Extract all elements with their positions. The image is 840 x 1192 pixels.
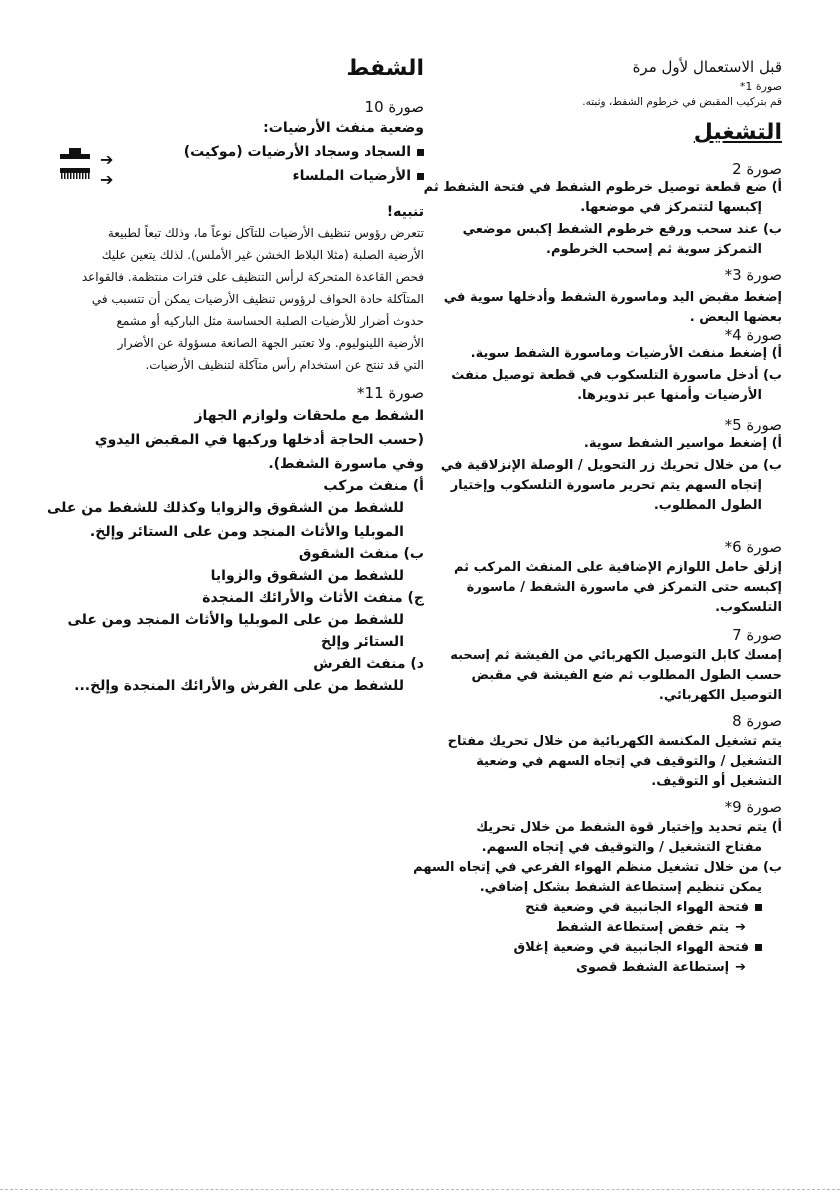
step-text: التشغيل / والتوقيف في إتجاه السهم في وضعية xyxy=(476,754,782,769)
arrow-icon: ➔ xyxy=(100,150,114,169)
bullet-square-icon xyxy=(755,904,762,911)
step-text: إضغط مقبض اليد وماسورة الشفط وأدخلها سوية في xyxy=(443,290,782,305)
figure-label: صورة 1* xyxy=(739,80,782,93)
step-text: أ) إضغط منفث الأرضيات وماسورة الشفط سوية. xyxy=(470,346,782,361)
step-text: مفتاح التشغيل / والتوقيف في إتجاه السهم. xyxy=(481,840,762,855)
warning-text: الأرضية الصلبة (مثلا البلاط الخشن غير الأملس). لذلك يتعين عليك xyxy=(101,248,424,262)
step-text: أ) إضغط مواسير الشفط سوية. xyxy=(583,436,782,451)
figure-label: صورة 2 xyxy=(732,160,782,178)
step-text: إكبسها لتتمركز في موضعها. xyxy=(580,200,762,215)
step-text: وفي ماسورة الشفط). xyxy=(268,456,424,472)
step-text: أ) يتم تحديد وإختيار قوة الشفط من خلال تحريك xyxy=(476,820,782,835)
accessory-text: للشفط من الشقوق والزوايا وكذلك للشفط من على xyxy=(46,500,404,516)
bullet-result: ➔إستطاعة الشفط قصوى xyxy=(575,960,746,975)
step-text: أ) ضع قطعة توصيل خرطوم الشفط في فتحة الشفط ثم xyxy=(423,180,782,195)
step-text: التشغيل أو التوقيف. xyxy=(651,774,782,789)
bullet-item: فتحة الهواء الجانبية في وضعية إغلاق xyxy=(513,940,762,955)
accessory-text: الموبليا والأثاث المنجد ومن على الستائر وإلخ. xyxy=(89,524,404,540)
step-text: إتجاه السهم يتم تحرير ماسورة التلسكوب وإختيار xyxy=(450,478,762,493)
heading-operation: التشغيل xyxy=(693,120,782,145)
accessory-title: د) منفث الفرش xyxy=(313,656,424,672)
figure-label: صورة 3* xyxy=(724,266,782,284)
carpet-setting-icon xyxy=(60,146,90,160)
step-text: (حسب الحاجة أدخلها وركبها في المقبض اليدوي xyxy=(94,432,424,448)
bullet-result: ➔يتم خفض إستطاعة الشفط xyxy=(555,920,746,935)
step-text: الشفط مع ملحقات ولوازم الجهاز xyxy=(194,408,424,424)
warning-text: الأرضية اللينوليوم. ولا تعتبر الجهة الصانعة مسؤولة عن الأضرار xyxy=(117,336,424,350)
accessory-text: الستائر وإلخ xyxy=(321,634,404,650)
step-text: إزلق حامل اللوازم الإضافية على المنفث المركب ثم xyxy=(453,560,782,575)
step-text: التوصيل الكهربائي. xyxy=(658,688,782,703)
accessory-title: أ) منفث مركب xyxy=(323,478,424,494)
step-text: إمسك كابل التوصيل الكهربائي من الفيشة ثم إسحبه xyxy=(450,648,782,663)
figure-label: صورة 8 xyxy=(732,712,782,730)
figure-label: صورة 5* xyxy=(724,416,782,434)
step-text: ب) من خلال تحريك زر التحويل / الوصلة الإنزلاقية في xyxy=(440,458,782,473)
arrow-icon: ➔ xyxy=(735,960,746,975)
figure-label: صورة 6* xyxy=(724,538,782,556)
heading-suction: الشفط xyxy=(346,56,424,81)
warning-text: تتعرض رؤوس تنظيف الأرضيات للتآكل نوعاً ما، وذلك تبعاً لطبيعة xyxy=(107,226,424,240)
subheading: وضعية منفث الأرضيات: xyxy=(263,120,424,136)
accessory-title: ب) منفث الشقوق xyxy=(298,546,424,562)
bullet-square-icon xyxy=(417,149,424,156)
step-text: التمركز سوية ثم إسحب الخرطوم. xyxy=(546,242,762,257)
bullet-item: فتحة الهواء الجانبية في وضعية فتح xyxy=(525,900,762,915)
figure-label: صورة 10 xyxy=(364,98,424,116)
heading-before-first-use: قبل الاستعمال لأول مرة xyxy=(632,58,782,76)
figure-label: صورة 9* xyxy=(724,798,782,816)
warning-text: المتآكلة حادة الحواف لرؤوس تنظيف الأرضيات يمكن أن تتسبب في xyxy=(91,292,424,306)
step-text: ب) من خلال تشغيل منظم الهواء الفرعي في إتجاه السهم xyxy=(413,860,782,875)
arrow-icon: ➔ xyxy=(735,920,746,935)
accessory-text: للشفط من على الفرش والأرائك المنجدة وإلخ... xyxy=(74,678,404,694)
accessory-text: للشفط من على الموبليا والأثاث المنجد ومن على xyxy=(67,612,404,628)
step-text: يتم تشغيل المكنسة الكهربائية من خلال تحريك مفتاح xyxy=(447,734,782,749)
step-text: حسب الطول المطلوب ثم ضع الفيشة في مقبض xyxy=(471,668,782,683)
step-text: بعضها البعض . xyxy=(689,310,782,325)
warning-text: فحص القاعدة المتحركة لرأس التنظيف على فترات منتظمة. فالقواعد xyxy=(81,270,424,284)
step-text: إكبسه حتى التمركز في ماسورة الشفط / ماسورة xyxy=(466,580,782,595)
hard-floor-setting-icon xyxy=(60,168,90,180)
figure-label: صورة 4* xyxy=(724,326,782,344)
bullet-square-icon xyxy=(417,173,424,180)
step-text: الأرضيات وأمنها عبر تدويرها. xyxy=(577,388,762,403)
warning-title: تنبيه! xyxy=(386,204,424,220)
bullet-item: الأرضيات الملساء xyxy=(292,168,424,184)
accessory-title: ج) منفث الأثاث والأرائك المنجدة xyxy=(202,590,424,606)
step-text: التلسكوب. xyxy=(715,600,782,615)
bullet-item: السجاد وسجاد الأرضيات (موكيت) xyxy=(184,144,424,160)
warning-text: حدوث أضرار للأرضيات الصلبة الحساسة مثل الباركيه أو مشمع xyxy=(116,314,424,328)
step-text: الطول المطلوب. xyxy=(653,498,762,513)
warning-text: التي قد تنتج عن استخدام رأس متآكلة لتنظيف الأرضيات. xyxy=(145,358,424,372)
arrow-icon: ➔ xyxy=(100,170,114,189)
paragraph: قم بتركيب المقبض في خرطوم الشفط، وثبته. xyxy=(582,96,782,108)
figure-label: صورة 7 xyxy=(732,626,782,644)
step-text: يمكن تنظيم إستطاعة الشفط بشكل إضافي. xyxy=(479,880,762,895)
figure-label: صورة 11* xyxy=(357,384,424,402)
page-bottom-divider xyxy=(0,1189,840,1190)
step-text: ب) عند سحب ورفع خرطوم الشفط إكبس موضعي xyxy=(462,222,782,237)
accessory-text: للشفط من الشقوق والزوايا xyxy=(210,568,404,584)
step-text: ب) أدخل ماسورة التلسكوب في قطعة توصيل منفث xyxy=(451,368,782,383)
bullet-square-icon xyxy=(755,944,762,951)
